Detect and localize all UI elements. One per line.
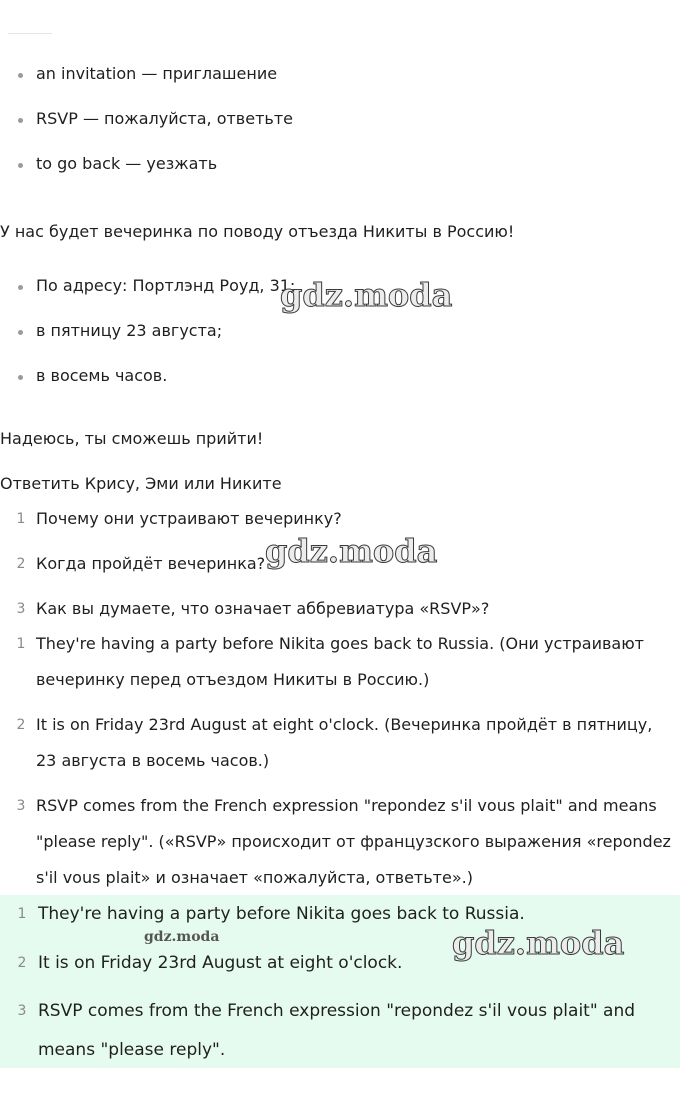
question-number: 2 bbox=[16, 556, 26, 572]
watermark-logo: gdz.moda bbox=[280, 276, 453, 314]
vocab-item: to go back — уезжать bbox=[36, 154, 218, 173]
answer-item bbox=[16, 707, 674, 779]
top-divider bbox=[8, 33, 52, 34]
answer-item bbox=[16, 626, 674, 698]
final-answer-number: 2 bbox=[17, 955, 27, 971]
watermark-logo: gdz.moda bbox=[452, 924, 625, 962]
final-answer-number: 3 bbox=[17, 1003, 27, 1019]
answer-text: RSVP comes from the French expression "repondez s'il vous plait" and means "please reply". («RSVP» происходит от французского выражения «repondez s'il vous plait» и означает «пожалуйста, ответьте».) bbox=[36, 796, 671, 887]
final-answer-item bbox=[17, 944, 660, 983]
detail-item: в восемь часов. bbox=[36, 366, 168, 385]
invitation-closing: Надеюсь, ты сможешь прийти! bbox=[0, 429, 264, 448]
watermark-logo: gdz.moda bbox=[265, 532, 438, 570]
question-number: 1 bbox=[16, 511, 26, 527]
invitation-intro: У нас будет вечеринка по поводу отъезда Никиты в Россию! bbox=[0, 222, 515, 241]
question-item bbox=[16, 599, 674, 619]
answer-number: 1 bbox=[16, 636, 26, 652]
final-answer-number: 1 bbox=[17, 906, 27, 922]
answer-text: They're having a party before Nikita goes back to Russia. (Они устраивают вечеринку перед отъездом Никиты в Россию.) bbox=[36, 634, 644, 689]
answer-number: 3 bbox=[16, 798, 26, 814]
answer-item bbox=[16, 788, 674, 896]
question-item bbox=[16, 509, 674, 529]
question-text: Как вы думаете, что означает аббревиатура «RSVP»? bbox=[36, 599, 490, 618]
final-answer-text: It is on Friday 23rd August at eight o'clock. bbox=[38, 953, 403, 973]
answer-text: It is on Friday 23rd August at eight o'clock. (Вечеринка пройдёт в пятницу, 23 августа в восемь часов.) bbox=[36, 715, 653, 770]
final-answer-text: They're having a party before Nikita goes back to Russia. bbox=[38, 904, 525, 924]
answer-number: 2 bbox=[16, 717, 26, 733]
detail-item: По адресу: Портлэнд Роуд, 31; bbox=[36, 276, 296, 295]
vocab-item: an invitation — приглашение bbox=[36, 64, 278, 83]
watermark-logo-small: gdz.moda bbox=[144, 929, 220, 945]
question-item bbox=[16, 554, 674, 574]
question-text: Когда пройдёт вечеринка? bbox=[36, 554, 266, 573]
question-number: 3 bbox=[16, 601, 26, 617]
detail-item: в пятницу 23 августа; bbox=[36, 321, 223, 340]
answer-highlight-box bbox=[0, 895, 680, 1068]
final-answer-text: RSVP comes from the French expression "repondez s'il vous plait" and means "please reply". bbox=[38, 1001, 636, 1060]
vocab-item: RSVP — пожалуйста, ответьте bbox=[36, 109, 293, 128]
question-text: Почему они устраивают вечеринку? bbox=[36, 509, 342, 528]
final-answer-item bbox=[17, 895, 660, 934]
invitation-reply-to: Ответить Крису, Эми или Никите bbox=[0, 474, 282, 493]
final-answer-item bbox=[17, 992, 660, 1070]
